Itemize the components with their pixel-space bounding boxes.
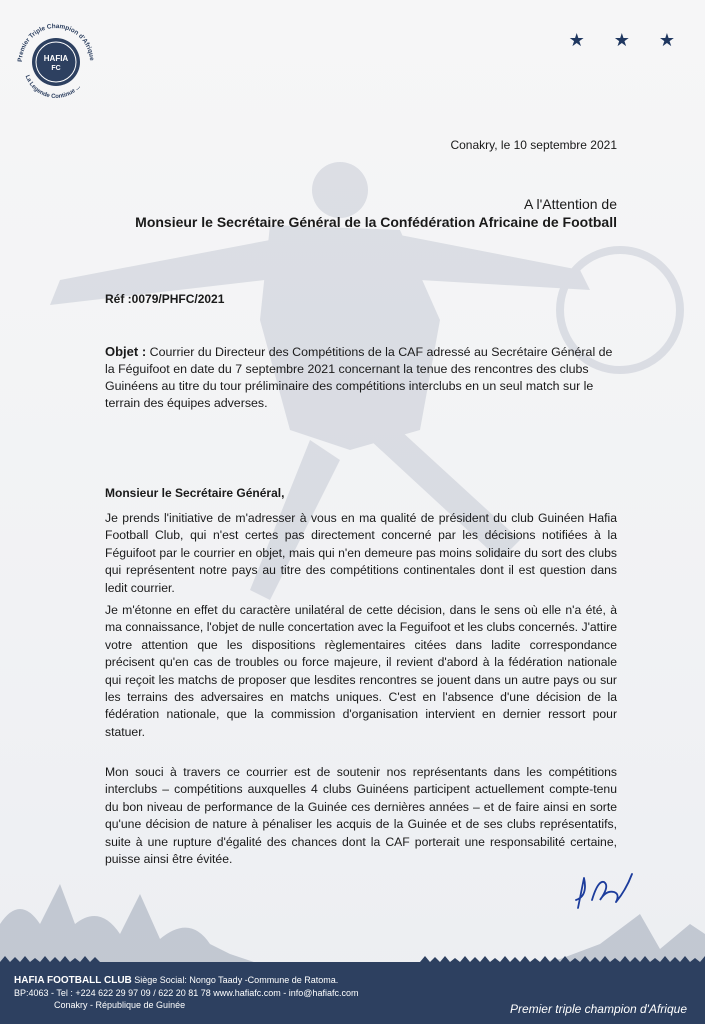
footer-slogan: Premier triple champion d'Afrique (509, 1002, 687, 1016)
footer-contact (14, 974, 358, 1011)
letter-date: Conakry, le 10 septembre 2021 (450, 138, 617, 152)
footer-city: Conakry - République de Guinée (54, 1000, 186, 1010)
three-stars-icon: ★ ★ ★ (568, 30, 687, 50)
signature-icon (570, 870, 640, 912)
objet-label: Objet : (105, 344, 147, 359)
attention-line: A l'Attention de (524, 196, 617, 212)
reference-number: Réf :0079/PHFC/2021 (105, 292, 225, 306)
grass-strip-icon (0, 956, 705, 968)
objet-text: Courrier du Directeur des Compétitions de la CAF adressé au Secrétaire Général de la Féguifoot en date du 7 septembre 2021 concernant la tenue des rencontres des clubs Guinéens au titre du tour préliminaire des compétitions interclubs en un seul match sur le terrain des équipes adverses. (105, 345, 613, 410)
recipient: Monsieur le Secrétaire Général de la Confédération Africaine de Football (135, 214, 617, 230)
logo-initials: FC (51, 65, 61, 72)
footer-bp-tel: BP:4063 - Tel : +224 622 29 97 09 / 622 20 81 78 (14, 988, 211, 998)
paragraph-1: Je prends l'initiative de m'adresser à vous en ma qualité de président du club Guinéen Hafia Football Club, qui n'est certes pas directement concerné par les décisions notifiées à la Féguifoot par le courrier en objet, mais qui n'en demeure pas moins solidaire du sort des clubs qui représentent notre pays au titre des compétitions continentales dont il est question dans ledit courrier. (105, 511, 617, 595)
salutation: Monsieur le Secrétaire Général, (105, 486, 285, 500)
footer-club-name: HAFIA FOOTBALL CLUB (14, 975, 132, 986)
footer-address: Siège Social: Nongo Taady -Commune de Ratoma. (134, 975, 339, 985)
logo-name: HAFIA (43, 54, 69, 63)
logo-arc-bottom: La Legende Continue ... (23, 74, 82, 101)
paragraph-2: Je m'étonne en effet du caractère unilatéral de cette décision, dans le sens où elle n'a été, à ma connaissance, l'objet de nulle concertation avec la Feguifoot et les clubs concernés. J'attire votre attention que les dispositions règlementaires citées dans ladite correspondance précisent qu'en cas de troubles ou force majeure, il revient d'abord à la fédération nationale qui reçoit les matchs de proposer que lesdites rencontres se jouent dans un autre pays ou sur les terrains des adversaires en matchs uniques. C'est en l'absence d'une décision de la fédération nationale, que la commission d'organisation intervient en dernier ressort pour statuer. (105, 603, 617, 739)
hafia-logo (10, 14, 102, 106)
objet-block (105, 343, 617, 412)
paragraph-3: Mon souci à travers ce courrier est de soutenir nos représentants dans les compétitions interclubs – compétitions auxquelles 4 clubs Guinéens participent actuellement compte-tenu du bon niveau de performance de la Guinée ces dernières années – et de faire ainsi en sorte qu'une décision de nature à pénaliser les acquis de la Guinée et de ses clubs représentatifs, suite à une rupture d'égalité des chances dont la CAF porterait une responsabilité certaine, puisse ainsi être évitée. (105, 765, 617, 867)
logo-arc-top: Premier Triple Champion d'Afrique (16, 22, 96, 63)
footer (0, 968, 705, 1024)
footer-web-email[interactable]: www.hafiafc.com - info@hafiafc.com (213, 988, 359, 998)
